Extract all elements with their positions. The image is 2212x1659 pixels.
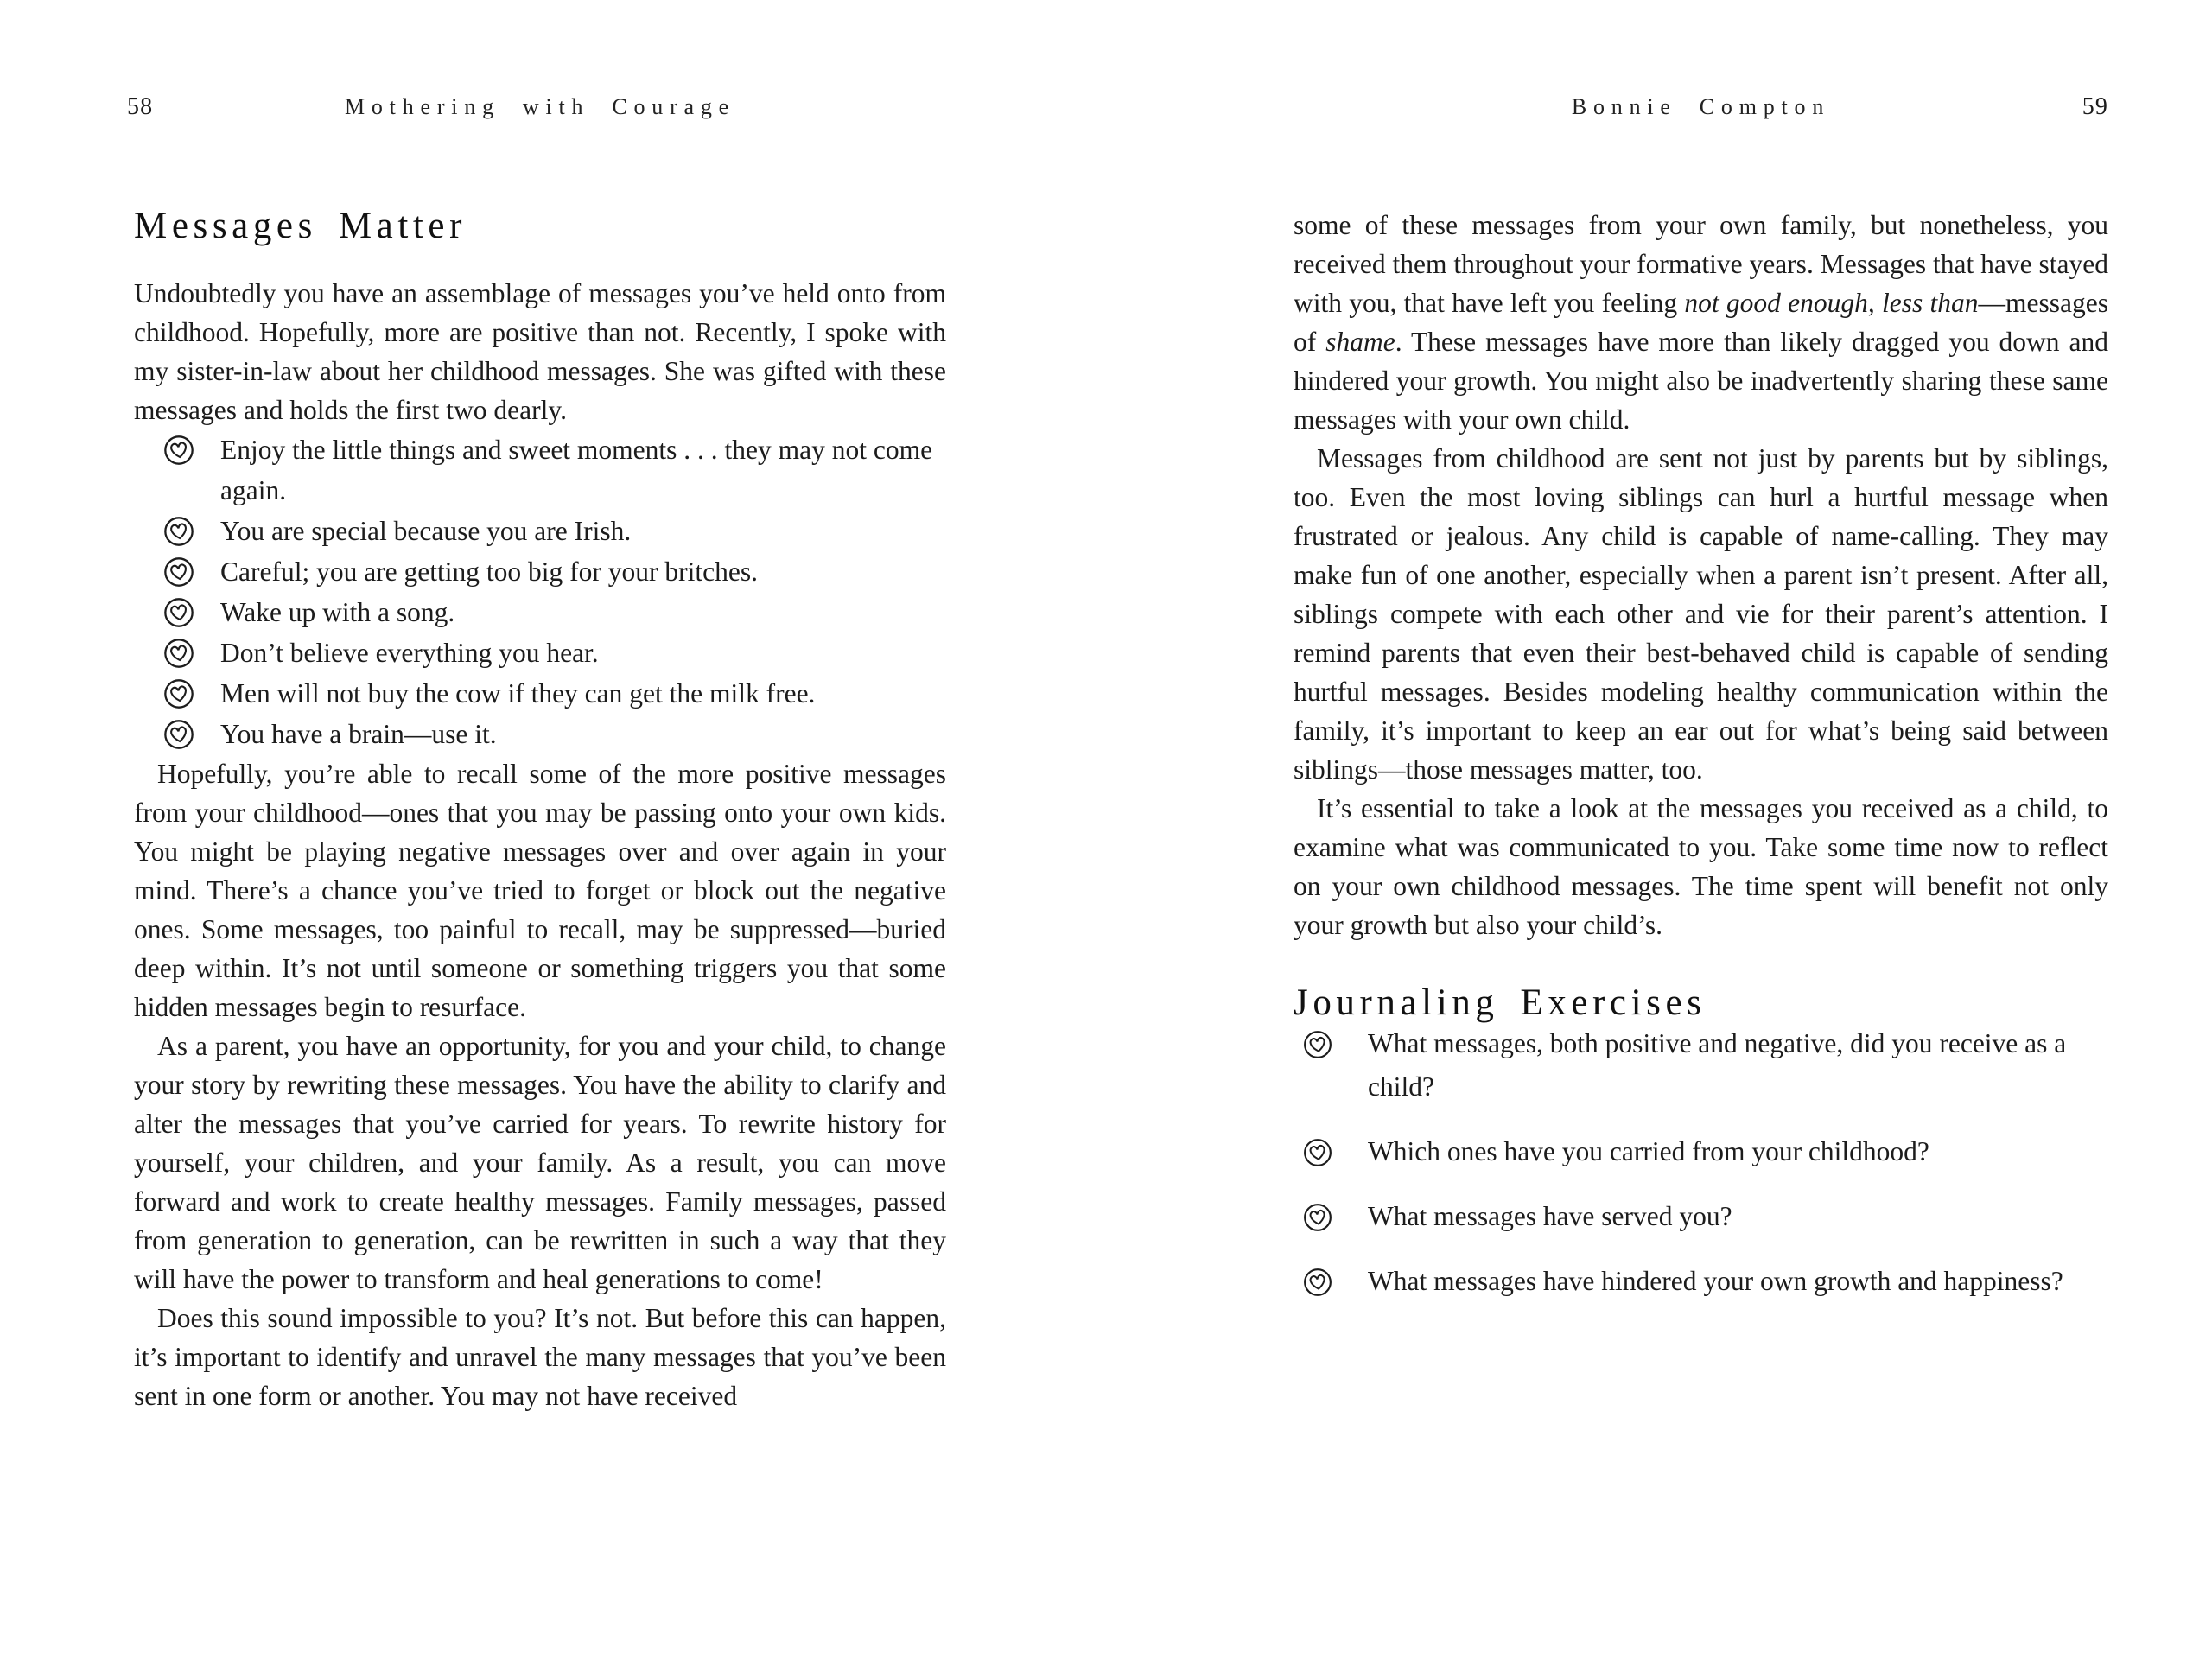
message-list-item <box>134 551 946 592</box>
message-text: Enjoy the little things and sweet moments . . . they may not come again. <box>220 435 933 505</box>
running-header-title-right: Bonnie Compton <box>1571 94 1831 119</box>
text-segment: —messages of <box>1294 288 2108 357</box>
heart-ornament-bullet-icon <box>162 434 195 467</box>
heart-ornament-bullet-icon <box>1302 1029 1333 1060</box>
heart-ornament-bullet-icon <box>1302 1267 1333 1298</box>
text-segment: . These messages have more than likely dragged you down and hindered your growth. You might also be inadvertently sharing these same messages with your own child. <box>1294 327 2108 435</box>
paragraph: Messages from childhood are sent not just by parents but by siblings, too. Even the most loving siblings can hurl a hurtful message when frustrated or jealous. Any child is capable of name-calling. They may make fun of one another, especially when a parent isn’t present. After all, siblings compete with each other and vie for their parent’s attention. I remind parents that even their best-behaved child is capable of sending hurtful messages. Besides modeling healthy communication within the family, it’s important to keep an ear out for what’s being said between siblings—those messages matter, too. <box>1294 443 2108 785</box>
section-heading-journaling-exercises: Journaling Exercises <box>1294 982 1707 1023</box>
heart-ornament-bullet-icon <box>162 596 195 629</box>
message-list-item <box>134 429 946 511</box>
exercise-list-item <box>1294 1022 2108 1109</box>
message-text: You are special because you are Irish. <box>220 516 632 546</box>
heart-ornament-bullet-icon <box>162 556 195 588</box>
page-right <box>1294 0 2108 1325</box>
exercise-text: What messages have hindered your own growth and happiness? <box>1368 1266 2063 1296</box>
heart-ornament-bullet-icon <box>162 718 195 751</box>
message-text: Careful; you are getting too big for your britches. <box>220 556 758 587</box>
exercise-list-item <box>1294 1130 2108 1173</box>
paragraph: Undoubtedly you have an assemblage of messages you’ve held onto from childhood. Hopefully, more are positive than not. Recently, I spoke with my sister-in-law about her childhood messages. She was gifted with these messages and holds the first two dearly. <box>134 278 946 425</box>
message-text: Men will not buy the cow if they can get the milk free. <box>220 678 816 709</box>
heart-ornament-bullet-icon <box>1302 1137 1333 1168</box>
paragraph-continuation <box>1294 206 2108 439</box>
heart-ornament-bullet-icon <box>162 515 195 548</box>
running-head-left <box>127 0 946 120</box>
paragraph: It’s essential to take a look at the messages you received as a child, to examine what was communicated to you. Take some time now to reflect on your own childhood messages. The time spent will benefit not only your growth but also your child’s. <box>1294 793 2108 940</box>
journaling-exercises-list <box>1294 1022 2108 1303</box>
message-list-item <box>134 592 946 632</box>
message-list-item <box>134 511 946 551</box>
message-text: You have a brain—use it. <box>220 719 497 749</box>
paragraph: As a parent, you have an opportunity, for you and your child, to change your story by rewriting these messages. You have the ability to clarify and alter the messages that you’ve carried for years. To rewrite history for yourself, your children, and your family. As a result, you can move forward and work to create healthy messages. Family messages, passed from generation to generation, can be rewritten in such a way that they will have the power to transform and heal generations to come! <box>134 1031 946 1294</box>
exercise-text: What messages, both positive and negative, did you receive as a child? <box>1368 1028 2067 1102</box>
message-list-item <box>134 632 946 673</box>
paragraph: Does this sound impossible to you? It’s not. But before this can happen, it’s important to identify and unravel the many messages that you’ve been sent in one form or another. You may not have received <box>134 1303 946 1411</box>
exercise-text: What messages have served you? <box>1368 1201 1732 1231</box>
message-text: Don’t believe everything you hear. <box>220 638 599 668</box>
message-list-item <box>134 673 946 714</box>
exercise-list-item <box>1294 1260 2108 1303</box>
messages-list <box>134 429 946 754</box>
running-head-right <box>1294 0 2108 119</box>
text-segment: some of these messages from your own family, but nonetheless, you received them throughout your formative years. Messages that have stayed with you, that have left you feeling <box>1294 210 2108 318</box>
exercise-list-item <box>1294 1195 2108 1238</box>
running-header-title-left: Mothering with Courage <box>344 94 736 119</box>
paragraph: Hopefully, you’re able to recall some of the more positive messages from your childhood—ones that you may be passing onto your own kids. You might be playing negative messages over and over again in your mind. There’s a chance you’ve tried to forget or block out the negative ones. Some messages, too painful to recall, may be suppressed—buried deep within. It’s not until someone or something triggers you that some hidden messages begin to resurface. <box>134 759 946 1022</box>
italic-phrase: shame <box>1325 327 1395 357</box>
message-list-item <box>134 714 946 754</box>
exercise-text: Which ones have you carried from your childhood? <box>1368 1136 1929 1166</box>
italic-phrase: not good enough, less than <box>1684 288 1979 318</box>
message-text: Wake up with a song. <box>220 597 455 627</box>
section-heading-messages-matter: Messages Matter <box>134 206 467 246</box>
heart-ornament-bullet-icon <box>162 677 195 710</box>
page-number-left: 58 <box>127 93 154 120</box>
page-number-right: 59 <box>2082 93 2108 120</box>
heart-ornament-bullet-icon <box>162 637 195 670</box>
heart-ornament-bullet-icon <box>1302 1202 1333 1233</box>
page-left <box>127 0 946 1415</box>
